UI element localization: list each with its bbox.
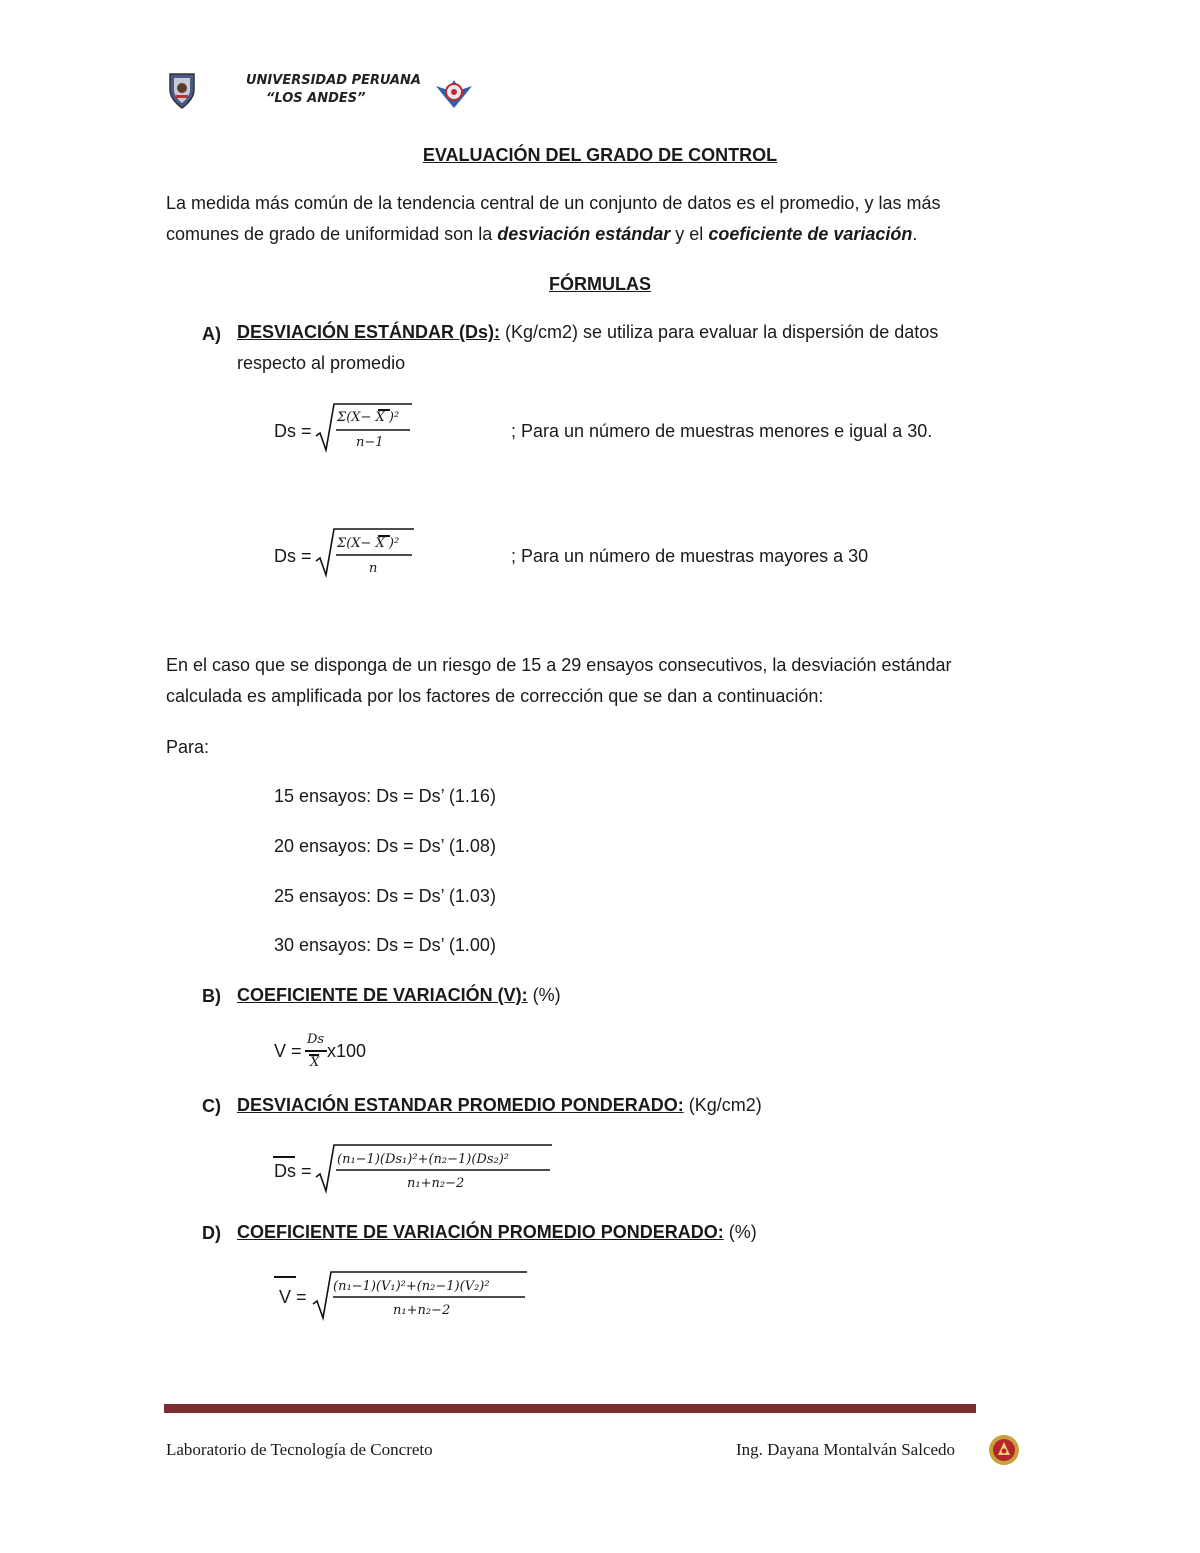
overline-bar <box>274 1276 296 1278</box>
intro-text: comunes de grado de uniformidad son la <box>166 224 498 244</box>
formula-a2-lhs: Ds = <box>274 546 312 566</box>
overline-bar <box>273 1156 295 1158</box>
formula-b-numerator: Ds <box>307 1032 325 1047</box>
formula-c-lhs: Ds = <box>274 1161 312 1181</box>
section-a-text-2: respecto al promedio <box>237 353 406 373</box>
section-b-heading <box>237 986 561 1004</box>
section-a-heading <box>237 317 938 379</box>
section-c-label: DESVIACIÓN ESTANDAR PROMEDIO PONDERADO: <box>237 1095 684 1115</box>
formula-c-numerator: (n₁−1)(Ds₁)²+(n₂−1)(Ds₂)² <box>337 1152 509 1167</box>
intro-line-1: La medida más común de la tendencia central de un conjunto de datos es el promedio, y las más <box>166 193 941 213</box>
mean-bar <box>378 535 390 537</box>
section-c-unit: (Kg/cm2) <box>683 1095 762 1115</box>
intro-line-2 <box>166 219 940 250</box>
fraction-bar <box>305 1050 327 1052</box>
section-d-unit: (%) <box>723 1222 757 1242</box>
formula-d-lhs: V = <box>279 1287 307 1307</box>
footer-left: Laboratorio de Tecnología de Concreto <box>166 1440 433 1459</box>
term-standard-deviation: desviación estándar <box>497 224 671 244</box>
term-coefficient-variation: coeficiente de variación <box>708 224 913 244</box>
laboratory-seal-icon <box>988 1434 1020 1466</box>
formula-b-lhs: V = <box>274 1041 302 1061</box>
para-label: Para: <box>166 737 210 757</box>
section-a-label: DESVIACIÓN ESTÁNDAR (Ds): <box>237 322 501 342</box>
formulas-heading: FÓRMULAS <box>549 274 651 294</box>
correction-line-1: En el caso que se disponga de un riesgo de 15 a 29 ensayos consecutivos, la desviación estándar <box>166 655 952 675</box>
footer-right: Ing. Dayana Montalván Salcedo <box>736 1440 956 1459</box>
formula-a1-note: ; Para un número de muestras menores e igual a 30. <box>511 421 933 441</box>
section-a-text: (Kg/cm2) se utiliza para evaluar la dispersión de datos <box>500 322 939 342</box>
section-b-unit: (%) <box>527 985 561 1005</box>
faculty-emblem-right <box>434 74 474 110</box>
correction-item: 20 ensayos: Ds = Ds’ (1.08) <box>274 836 496 856</box>
correction-paragraph <box>166 650 952 712</box>
formula-b-tail: x100 <box>327 1041 367 1061</box>
section-d-marker: D) <box>202 1223 221 1243</box>
formula-b-denominator: X <box>310 1055 320 1070</box>
section-b-label: COEFICIENTE DE VARIACIÓN (V): <box>237 985 528 1005</box>
intro-text: y el <box>670 224 709 244</box>
correction-item: 25 ensayos: Ds = Ds’ (1.03) <box>274 886 496 906</box>
section-c-marker: C) <box>202 1096 221 1116</box>
section-b-marker: B) <box>202 986 221 1006</box>
page-title: EVALUACIÓN DEL GRADO DE CONTROL <box>422 145 778 165</box>
formula-a1-numerator: Σ(X− X )² <box>337 410 400 425</box>
correction-line-2: calculada es amplificada por los factores de corrección que se dan a continuación: <box>166 686 824 706</box>
section-d-heading <box>237 1223 757 1241</box>
section-a-marker: A) <box>202 324 221 344</box>
mean-bar <box>378 409 390 411</box>
section-c-heading <box>237 1096 762 1114</box>
university-name-line2: “LOS ANDES” <box>266 91 366 106</box>
formula-d-denominator: n₁+n₂−2 <box>393 1303 451 1318</box>
footer-rule <box>164 1404 976 1413</box>
formula-a2-numerator: Σ(X− X )² <box>337 536 400 551</box>
formula-c-denominator: n₁+n₂−2 <box>407 1176 465 1191</box>
formula-a2-note: ; Para un número de muestras mayores a 30 <box>511 546 869 566</box>
section-d-label: COEFICIENTE DE VARIACIÓN PROMEDIO PONDERADO: <box>237 1222 724 1242</box>
university-crest-left <box>166 70 198 110</box>
formula-a2-denominator: n <box>369 561 378 576</box>
radical-sign <box>314 527 418 579</box>
formula-a1-lhs: Ds = <box>274 421 312 441</box>
intro-paragraph <box>166 188 940 250</box>
correction-item: 15 ensayos: Ds = Ds’ (1.16) <box>274 786 496 806</box>
formula-d-numerator: (n₁−1)(V₁)²+(n₂−1)(V₂)² <box>333 1279 490 1294</box>
intro-text: . <box>912 224 918 244</box>
university-name-line1: UNIVERSIDAD PERUANA <box>246 73 421 88</box>
correction-item: 30 ensayos: Ds = Ds’ (1.00) <box>274 935 496 955</box>
formula-a1-denominator: n−1 <box>356 435 384 450</box>
